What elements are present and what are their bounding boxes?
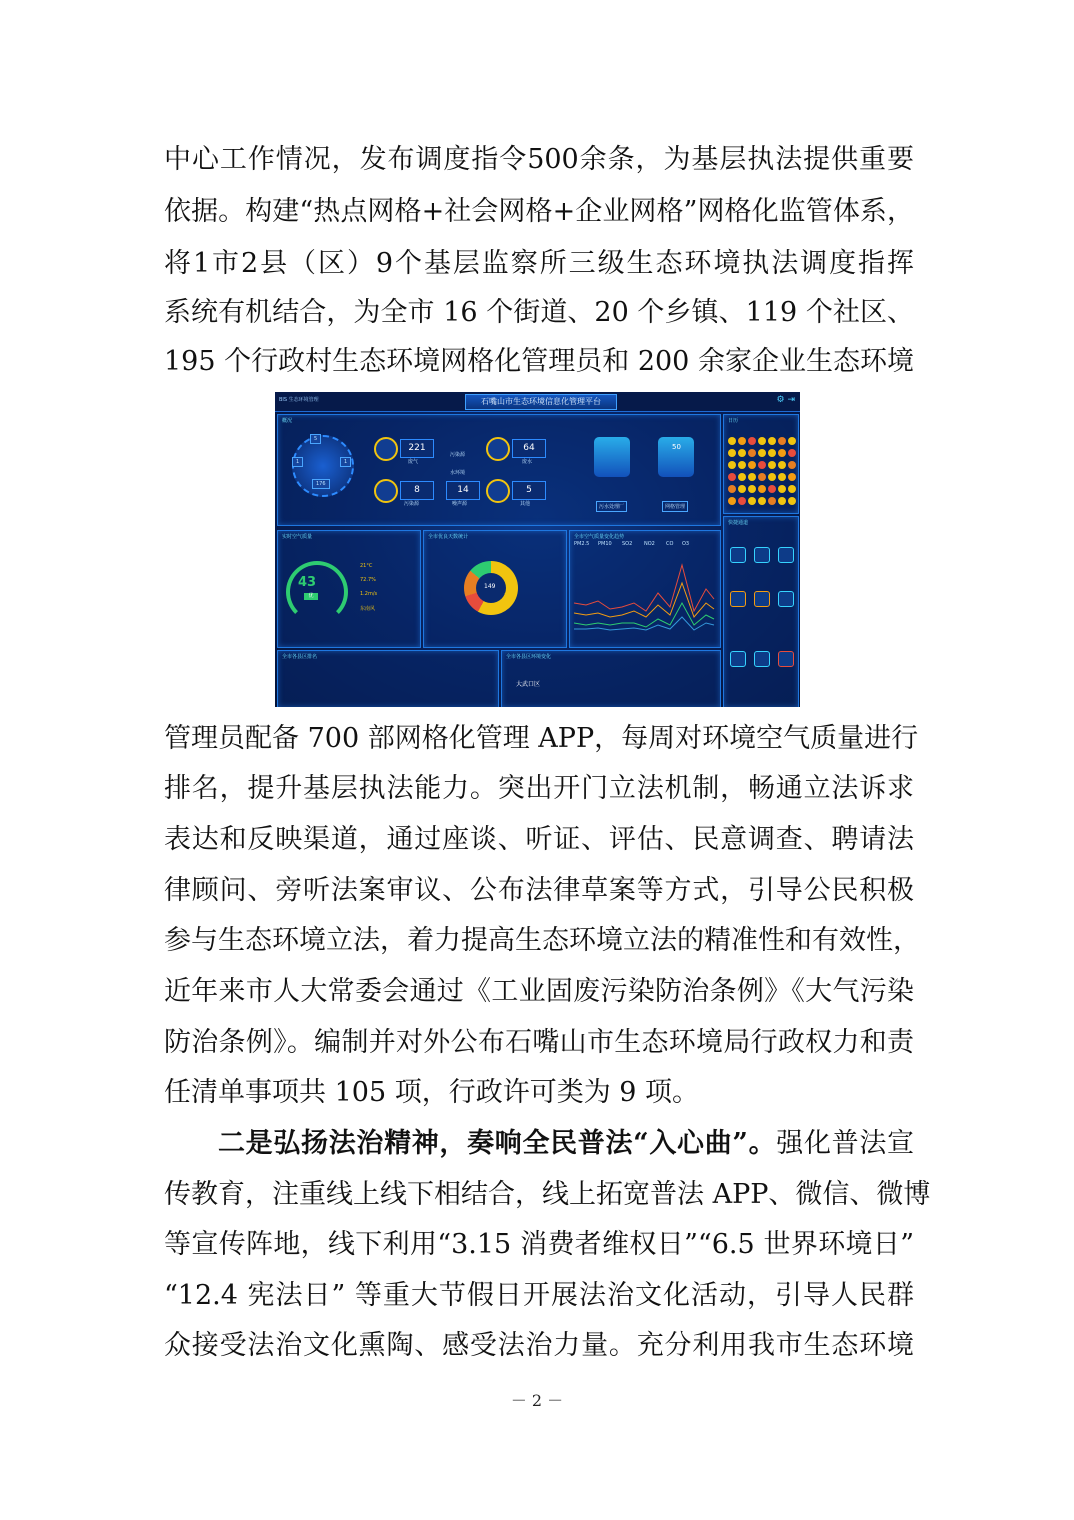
calendar-day	[738, 437, 746, 445]
text-line: 系统有机结合，为全市 16 个街道、20 个乡镇、119 个社区、	[164, 297, 914, 328]
legend-item: CO	[666, 541, 674, 547]
calendar-day	[788, 449, 796, 457]
text-line: 管理员配备 700 部网格化管理 APP，每周对环境空气质量进行	[164, 723, 919, 754]
calendar-day	[738, 485, 746, 493]
stat-label: 其他	[520, 501, 531, 507]
wind-direction-value: 东南风	[360, 606, 376, 612]
text-line: “12.4 宪法日” 等重大节假日开展法治文化活动，引导人民群	[164, 1280, 914, 1311]
legend-item: SO2	[622, 541, 633, 547]
calendar-day	[748, 473, 756, 481]
calendar-day	[768, 461, 776, 469]
stat-label: 污染源	[404, 501, 420, 507]
trend-chart	[574, 553, 716, 639]
air-quality-panel	[277, 530, 421, 648]
calendar-day	[748, 497, 756, 505]
stat-value: 64	[512, 439, 546, 458]
app-icon[interactable]	[754, 651, 770, 667]
aqi-gauge	[286, 561, 348, 623]
calendar-day	[738, 461, 746, 469]
stat-value: 14	[446, 481, 480, 500]
calendar-day	[768, 437, 776, 445]
header-left-label: BIS 生态环境管理	[279, 397, 319, 403]
calendar-day	[748, 485, 756, 493]
badge-value: 1	[340, 457, 351, 467]
calendar-day	[738, 473, 746, 481]
calendar-day	[758, 449, 766, 457]
trend-series-line	[574, 565, 714, 611]
calendar-day	[738, 449, 746, 457]
stat-label: 废水	[522, 459, 533, 465]
app-icon[interactable]	[778, 591, 794, 607]
bold-lead: 二是弘扬法治精神，奏响全民普法“入心曲”。	[218, 1128, 777, 1159]
app-icon[interactable]	[754, 547, 770, 563]
calendar-day	[778, 461, 786, 469]
region-title: 全市各县区环境变化	[506, 654, 552, 660]
calendar-title: 日历	[728, 418, 739, 424]
text-line: 中心工作情况，发布调度指令500余条，为基层执法提供重要	[164, 144, 914, 175]
text-line: 众接受法治文化熏陶、感受法治力量。充分利用我市生态环境	[164, 1330, 914, 1361]
text-line: 195 个行政村生态环境网格化管理员和 200 余家企业生态环境	[164, 346, 914, 377]
calendar-day	[768, 473, 776, 481]
dashboard-screenshot	[275, 392, 800, 707]
calendar-day	[748, 449, 756, 457]
trend-panel	[569, 530, 721, 648]
server-icon	[594, 437, 630, 477]
calendar-day	[778, 473, 786, 481]
dashboard-title: 石嘴山市生态环境信息化管理平台	[465, 394, 617, 410]
text-line: 律顾问、旁听法案审议、公布法律草案等方式，引导公民积极	[164, 875, 914, 906]
calendar-day	[748, 437, 756, 445]
calendar-day	[738, 497, 746, 505]
humidity-value: 72.7%	[360, 577, 376, 583]
legend-item: PM10	[598, 541, 612, 547]
calendar-day	[728, 461, 736, 469]
trend-series-line	[574, 583, 714, 617]
good-days-panel	[423, 530, 567, 648]
calendar-day	[768, 485, 776, 493]
trend-title: 全市空气质量变化趋势	[574, 534, 625, 540]
iso-label: 网格管理	[662, 501, 688, 512]
app-icon[interactable]	[730, 651, 746, 667]
calendar-day	[778, 449, 786, 457]
iso-label: 污水处理厂	[596, 501, 627, 512]
legend-item: PM2.5	[574, 541, 590, 547]
badge-value: 176	[312, 479, 330, 489]
text-line	[218, 1126, 914, 1162]
dashboard-header	[275, 392, 800, 412]
stat-label: 噪声源	[452, 501, 468, 507]
calendar-day	[728, 497, 736, 505]
center-label: 水环境	[450, 470, 466, 476]
shortcuts-panel	[723, 516, 799, 707]
app-icon[interactable]	[778, 547, 794, 563]
settings-icon: ⚙ ⇥	[776, 395, 795, 405]
calendar-day	[748, 461, 756, 469]
text-line: 参与生态环境立法，着力提高生态环境立法的精准性和有效性，	[164, 925, 920, 956]
wind-speed-value: 1.2m/s	[360, 591, 378, 597]
app-icon[interactable]	[778, 651, 794, 667]
donut-side-value: 14	[504, 593, 511, 599]
calendar-day	[758, 461, 766, 469]
calendar-day	[758, 485, 766, 493]
donut-title: 全市优良天数统计	[428, 534, 469, 540]
calendar-day	[728, 449, 736, 457]
pollution-icon	[486, 479, 510, 503]
page-number: － 2 －	[510, 1391, 564, 1410]
overview-panel	[277, 414, 721, 526]
calendar-day	[768, 449, 776, 457]
text-line: 排名，提升基层执法能力。突出开门立法机制，畅通立法诉求	[164, 773, 914, 804]
calendar-day	[758, 437, 766, 445]
overview-title: 概况	[282, 418, 293, 424]
text-line: 表达和反映渠道，通过座谈、听证、评估、民意调查、聘请法	[164, 824, 914, 855]
calendar-day	[788, 485, 796, 493]
iso-value: 50	[672, 443, 681, 451]
stat-label: 废气	[408, 459, 419, 465]
air-title: 实时空气质量	[282, 534, 313, 540]
calendar-day	[778, 485, 786, 493]
text-line: 近年来市人大常委会通过《工业固废污染防治条例》《大气污染	[164, 976, 914, 1007]
factory-icon	[374, 437, 398, 461]
rank-panel	[277, 650, 499, 707]
district-label: 大武口区	[516, 681, 541, 688]
text-line: 将1市2县（区）9个基层监察所三级生态环境执法调度指挥	[164, 248, 914, 279]
calendar-day	[778, 497, 786, 505]
shortcuts-title: 快捷通道	[728, 520, 749, 526]
plant-icon	[374, 479, 398, 503]
text-line: 传教育，注重线上线下相结合，线上拓宽普法 APP、微信、微博	[164, 1179, 931, 1210]
calendar-day	[758, 497, 766, 505]
text-line: 任清单事项共 105 项，行政许可类为 9 项。	[164, 1077, 700, 1108]
badge-value: 1	[292, 457, 303, 467]
calendar-day	[728, 485, 736, 493]
rank-title: 全市各县区排名	[282, 654, 318, 660]
calendar-day	[728, 437, 736, 445]
center-label: 污染源	[450, 452, 466, 458]
legend-item: NO2	[644, 541, 655, 547]
text-line: 依据。构建“热点网格+社会网格+企业网格”网格化监管体系，	[164, 196, 914, 227]
calendar-day	[788, 461, 796, 469]
calendar-day	[788, 473, 796, 481]
calendar-day	[778, 437, 786, 445]
text-line: 防治条例》。编制并对外公布石嘴山市生态环境局行政权力和责	[164, 1027, 914, 1058]
aqi-value: 43	[298, 575, 317, 590]
text-line: 等宣传阵地，线下利用“3.15 消费者维权日”“6.5 世界环境日”	[164, 1229, 914, 1260]
app-icon[interactable]	[730, 547, 746, 563]
calendar-day	[768, 497, 776, 505]
trend-legend	[574, 541, 716, 549]
stat-value: 8	[400, 481, 434, 500]
stat-value: 221	[400, 439, 434, 458]
calendar-day	[728, 473, 736, 481]
calendar-day	[758, 473, 766, 481]
calendar-panel	[723, 414, 799, 514]
app-icon[interactable]	[730, 591, 746, 607]
calendar-day	[788, 437, 796, 445]
donut-center-value: 149	[484, 583, 496, 590]
temperature-value: 21°C	[360, 563, 373, 569]
stat-value: 5	[512, 481, 546, 500]
legend-item: O3	[682, 541, 690, 547]
microscope-icon	[486, 437, 510, 461]
aqi-quality: 优	[304, 593, 318, 600]
region-panel	[501, 650, 721, 707]
badge-value: 5	[310, 434, 321, 444]
calendar-day	[788, 497, 796, 505]
lead-rest: 强化普法宣	[776, 1128, 915, 1159]
app-icon[interactable]	[754, 591, 770, 607]
